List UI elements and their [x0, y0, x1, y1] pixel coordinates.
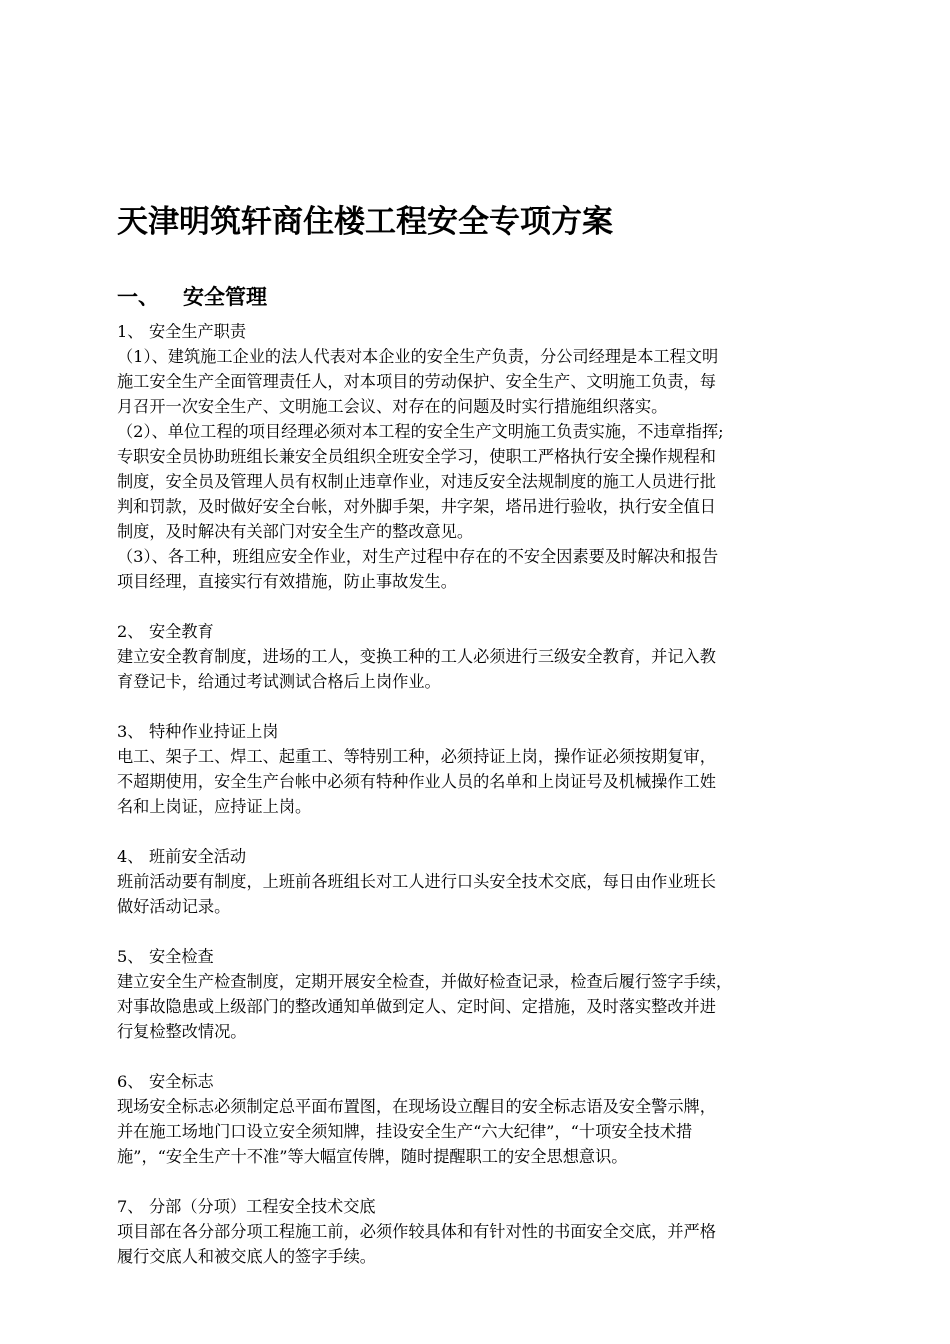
paragraph-line: 制度，安全员及管理人员有权制止违章作业，对违反安全法规制度的施工人员进行批	[117, 472, 716, 491]
item-index: 7、	[117, 1197, 144, 1216]
item-index: 1、	[117, 322, 144, 341]
section-heading	[117, 280, 267, 314]
item-heading	[117, 319, 837, 344]
item-heading-text: 分部（分项）工程安全技术交底	[149, 1197, 376, 1216]
paragraph-line: 育登记卡，给通过考试测试合格后上岗作业。	[117, 672, 441, 691]
item-heading-text: 特种作业持证上岗	[149, 722, 279, 741]
item-safety-responsibility	[117, 319, 837, 594]
paragraph-line: 并在施工场地门口设立安全须知牌，挂设安全生产“六大纪律”，“十项安全技术措	[117, 1122, 693, 1141]
blank-line	[117, 819, 837, 844]
paragraph-line: 建立安全教育制度，进场的工人，变换工种的工人必须进行三级安全教育，并记入教	[117, 647, 716, 666]
item-heading-text: 安全生产职责	[149, 322, 247, 341]
paragraph-line: 履行交底人和被交底人的签字手续。	[117, 1247, 376, 1266]
item-heading	[117, 619, 837, 644]
item-index: 3、	[117, 722, 144, 741]
item-heading-text: 安全检查	[149, 947, 214, 966]
document-body	[117, 319, 837, 1269]
item-heading	[117, 944, 837, 969]
item-heading	[117, 1194, 837, 1219]
blank-line	[117, 1044, 837, 1069]
paragraph-line: 班前活动要有制度，上班前各班组长对工人进行口头安全技术交底，每日由作业班长	[117, 872, 716, 891]
paragraph-line: 对事故隐患或上级部门的整改通知单做到定人、定时间、定措施，及时落实整改并进	[117, 997, 716, 1016]
item-heading-text: 安全教育	[149, 622, 214, 641]
paragraph-line: 做好活动记录。	[117, 897, 231, 916]
item-index: 4、	[117, 847, 144, 866]
item-pre-shift-activity	[117, 844, 837, 919]
item-index: 2、	[117, 622, 144, 641]
paragraph-line: 施工安全生产全面管理责任人，对本项目的劳动保护、安全生产、文明施工负责，每	[117, 372, 716, 391]
paragraph-line: 项目部在各分部分项工程施工前，必须作较具体和有针对性的书面安全交底，并严格	[117, 1222, 716, 1241]
item-index: 5、	[117, 947, 144, 966]
blank-line	[117, 694, 837, 719]
paragraph-line: 电工、架子工、焊工、起重工、等特别工种，必须持证上岗，操作证必须按期复审，	[117, 747, 716, 766]
paragraph-line: 制度，及时解决有关部门对安全生产的整改意见。	[117, 522, 474, 541]
section-number: 一、	[117, 285, 159, 309]
item-index: 6、	[117, 1072, 144, 1091]
paragraph-line: 不超期使用，安全生产台帐中必须有特种作业人员的名单和上岗证号及机械操作工姓	[117, 772, 716, 791]
item-safety-inspection	[117, 944, 837, 1044]
paragraph-line: （1）、建筑施工企业的法人代表对本企业的安全生产负责，分公司经理是本工程文明	[117, 347, 719, 366]
item-heading	[117, 844, 837, 869]
paragraph-line: 判和罚款，及时做好安全台帐，对外脚手架，井字架，塔吊进行验收，执行安全值日	[117, 497, 716, 516]
paragraph-line: 行复检整改情况。	[117, 1022, 247, 1041]
document-title: 天津明筑轩商住楼工程安全专项方案	[117, 204, 613, 240]
paragraph-line: 建立安全生产检查制度，定期开展安全检查，并做好检查记录，检查后履行签字手续，	[117, 972, 733, 991]
blank-line	[117, 1169, 837, 1194]
paragraph-line: （3）、各工种，班组应安全作业，对生产过程中存在的不安全因素要及时解决和报告	[117, 547, 719, 566]
paragraph-line: 现场安全标志必须制定总平面布置图，在现场设立醒目的安全标志语及安全警示牌，	[117, 1097, 716, 1116]
paragraph-line: （2）、单位工程的项目经理必须对本工程的安全生产文明施工负责实施，不违章指挥;	[117, 422, 724, 441]
item-safety-education	[117, 619, 837, 694]
item-heading-text: 班前安全活动	[149, 847, 247, 866]
paragraph-line: 专职安全员协助班组长兼安全员组织全班安全学习，使职工严格执行安全操作规程和	[117, 447, 716, 466]
item-safety-signs	[117, 1069, 837, 1169]
paragraph-line: 名和上岗证，应持证上岗。	[117, 797, 312, 816]
item-special-work-certification	[117, 719, 837, 819]
item-heading	[117, 1069, 837, 1094]
item-heading	[117, 719, 837, 744]
blank-line	[117, 594, 837, 619]
blank-line	[117, 919, 837, 944]
section-label: 安全管理	[183, 285, 267, 309]
item-heading-text: 安全标志	[149, 1072, 214, 1091]
paragraph-line: 施”，“安全生产十不准”等大幅宣传牌，随时提醒职工的安全思想意识。	[117, 1147, 628, 1166]
item-technical-briefing	[117, 1194, 837, 1269]
paragraph-line: 月召开一次安全生产、文明施工会议、对存在的问题及时实行措施组织落实。	[117, 397, 668, 416]
paragraph-line: 项目经理，直接实行有效措施，防止事故发生。	[117, 572, 457, 591]
